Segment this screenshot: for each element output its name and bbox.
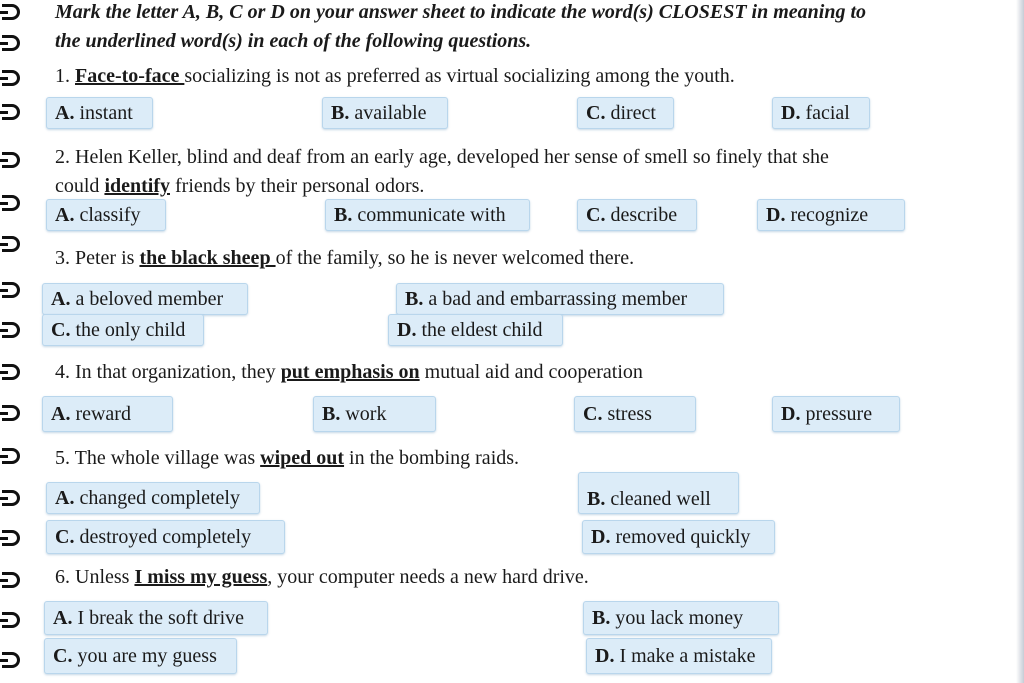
underlined-phrase: wiped out bbox=[260, 447, 345, 469]
ring-icon bbox=[2, 195, 20, 211]
ring-icon bbox=[2, 282, 20, 298]
q2-option-a[interactable]: A. classify bbox=[46, 199, 166, 231]
ring-icon bbox=[2, 490, 20, 506]
q3-option-c[interactable]: C. the only child bbox=[42, 314, 204, 346]
underlined-phrase: put emphasis on bbox=[280, 361, 420, 383]
q6-option-c[interactable]: C. you are my guess bbox=[44, 638, 237, 674]
ring-icon bbox=[2, 4, 20, 20]
q5-option-b[interactable]: B. cleaned well bbox=[578, 472, 739, 514]
question-4: 4. In that organization, they put emphasis on mutual aid and cooperation bbox=[55, 361, 643, 383]
question-2: 2. Helen Keller, blind and deaf from an early age, developed her sense of smell so finely that she bbox=[55, 146, 829, 168]
q1-option-c[interactable]: C. direct bbox=[577, 97, 674, 129]
q2-option-c[interactable]: C. describe bbox=[577, 199, 697, 231]
underlined-phrase: Face-to-face bbox=[75, 65, 185, 87]
ring-icon bbox=[2, 612, 20, 628]
underlined-phrase: I miss my guess bbox=[134, 566, 268, 588]
ring-icon bbox=[2, 35, 20, 51]
notebook-spine bbox=[0, 0, 24, 683]
page-edge bbox=[1016, 0, 1024, 683]
q3-option-a[interactable]: A. a beloved member bbox=[42, 283, 248, 315]
q1-option-a[interactable]: A. instant bbox=[46, 97, 153, 129]
ring-icon bbox=[2, 448, 20, 464]
ring-icon bbox=[2, 364, 20, 380]
q5-option-c[interactable]: C. destroyed completely bbox=[46, 520, 285, 554]
ring-icon bbox=[2, 530, 20, 546]
q5-option-a[interactable]: A. changed completely bbox=[46, 482, 260, 514]
q6-option-a[interactable]: A. I break the soft drive bbox=[44, 601, 268, 635]
ring-icon bbox=[2, 104, 20, 120]
instructions-line-2: the underlined word(s) in each of the following questions. bbox=[55, 30, 532, 52]
q3-option-b[interactable]: B. a bad and embarrassing member bbox=[396, 283, 724, 315]
q6-option-d[interactable]: D. I make a mistake bbox=[586, 638, 772, 674]
q2-option-d[interactable]: D. recognize bbox=[757, 199, 905, 231]
ring-icon bbox=[2, 652, 20, 668]
question-3: 3. Peter is the black sheep of the family, so he is never welcomed there. bbox=[55, 247, 635, 269]
ring-icon bbox=[2, 572, 20, 588]
q1-option-d[interactable]: D. facial bbox=[772, 97, 870, 129]
q2-option-b[interactable]: B. communicate with bbox=[325, 199, 530, 231]
underlined-phrase: identify bbox=[104, 175, 170, 197]
q1-option-b[interactable]: B. available bbox=[322, 97, 448, 129]
question-2-line-2: could identify friends by their personal odors. bbox=[55, 175, 425, 197]
ring-icon bbox=[2, 152, 20, 168]
q5-option-d[interactable]: D. removed quickly bbox=[582, 520, 775, 554]
ring-icon bbox=[2, 70, 20, 86]
question-6: 6. Unless I miss my guess, your computer needs a new hard drive. bbox=[55, 566, 589, 588]
underlined-phrase: the black sheep bbox=[139, 247, 276, 269]
question-5: 5. The whole village was wiped out in the bombing raids. bbox=[55, 447, 520, 469]
q4-option-b[interactable]: B. work bbox=[313, 396, 436, 432]
q6-option-b[interactable]: B. you lack money bbox=[583, 601, 779, 635]
ring-icon bbox=[2, 322, 20, 338]
q4-option-a[interactable]: A. reward bbox=[42, 396, 173, 432]
q4-option-c[interactable]: C. stress bbox=[574, 396, 696, 432]
q3-option-d[interactable]: D. the eldest child bbox=[388, 314, 563, 346]
ring-icon bbox=[2, 236, 20, 252]
instructions-line-1: Mark the letter A, B, C or D on your answer sheet to indicate the word(s) CLOSEST in meaning to bbox=[55, 1, 867, 23]
ring-icon bbox=[2, 405, 20, 421]
question-1: 1. Face-to-face socializing is not as preferred as virtual socializing among the youth. bbox=[55, 65, 735, 87]
q4-option-d[interactable]: D. pressure bbox=[772, 396, 900, 432]
